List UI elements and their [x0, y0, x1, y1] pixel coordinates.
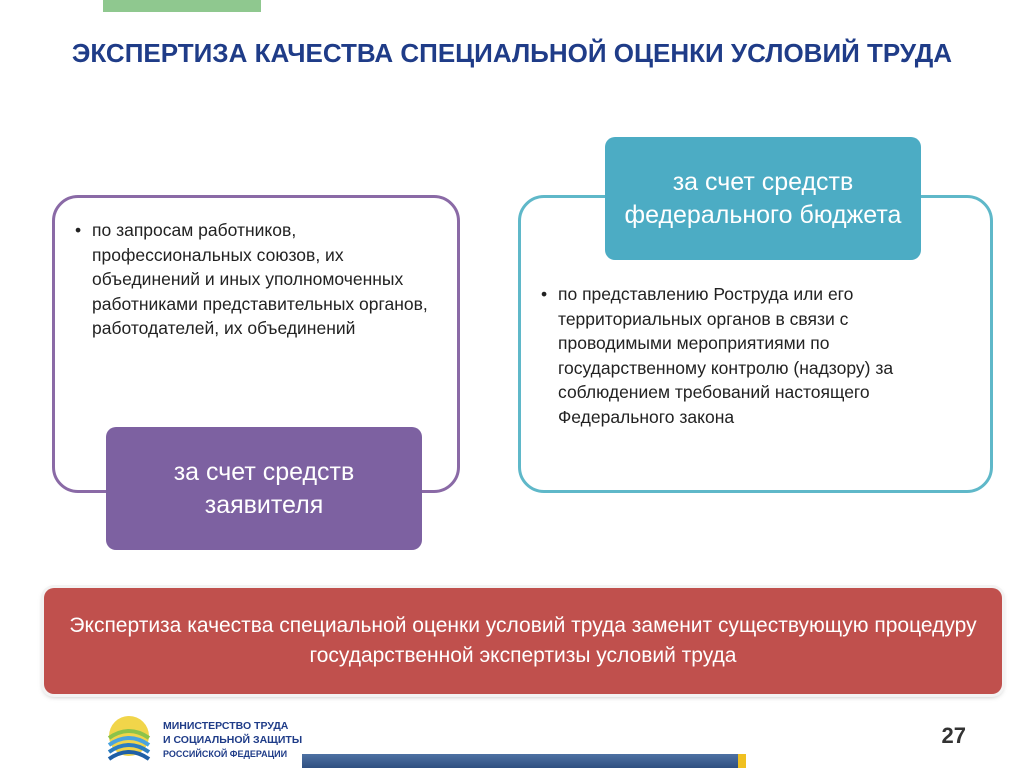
- top-accent-bar: [103, 0, 261, 12]
- ministry-line-2: И СОЦИАЛЬНОЙ ЗАЩИТЫ: [163, 734, 303, 746]
- page-number: 27: [941, 723, 966, 748]
- right-funding-label: за счет средств федерального бюджета: [605, 137, 921, 260]
- left-bullet-list: [75, 218, 435, 341]
- slide-title: ЭКСПЕРТИЗА КАЧЕСТВА СПЕЦИАЛЬНОЙ ОЦЕНКИ УСЛОВИЙ ТРУДА: [71, 38, 953, 68]
- bottom-bar: [302, 754, 738, 768]
- ministry-line-3: РОССИЙСКОЙ ФЕДЕРАЦИИ: [163, 749, 288, 759]
- ministry-line-1: МИНИСТЕРСТВО ТРУДА: [163, 720, 289, 732]
- right-bullet-list: [541, 282, 961, 429]
- ministry-sun-logo-icon: [106, 714, 152, 766]
- left-funding-label: за счет средств заявителя: [106, 427, 422, 550]
- left-bullet-item: • по запросам работников, профессиональных союзов, их объединений и иных уполномоченных работниками представительных органов, работодателей, их объединений: [75, 218, 435, 341]
- bottom-bar-accent: [738, 754, 746, 768]
- right-bullet-item: • по представлению Роструда или его территориальных органов в связи с проводимыми мероприятиями по государственному контролю (надзору) за соблюдением требований настоящего Федерального закона: [541, 282, 961, 429]
- summary-banner: Экспертиза качества специальной оценки условий труда заменит существующую процедуру государственной экспертизы условий труда: [44, 588, 1002, 694]
- ministry-name: [163, 719, 302, 761]
